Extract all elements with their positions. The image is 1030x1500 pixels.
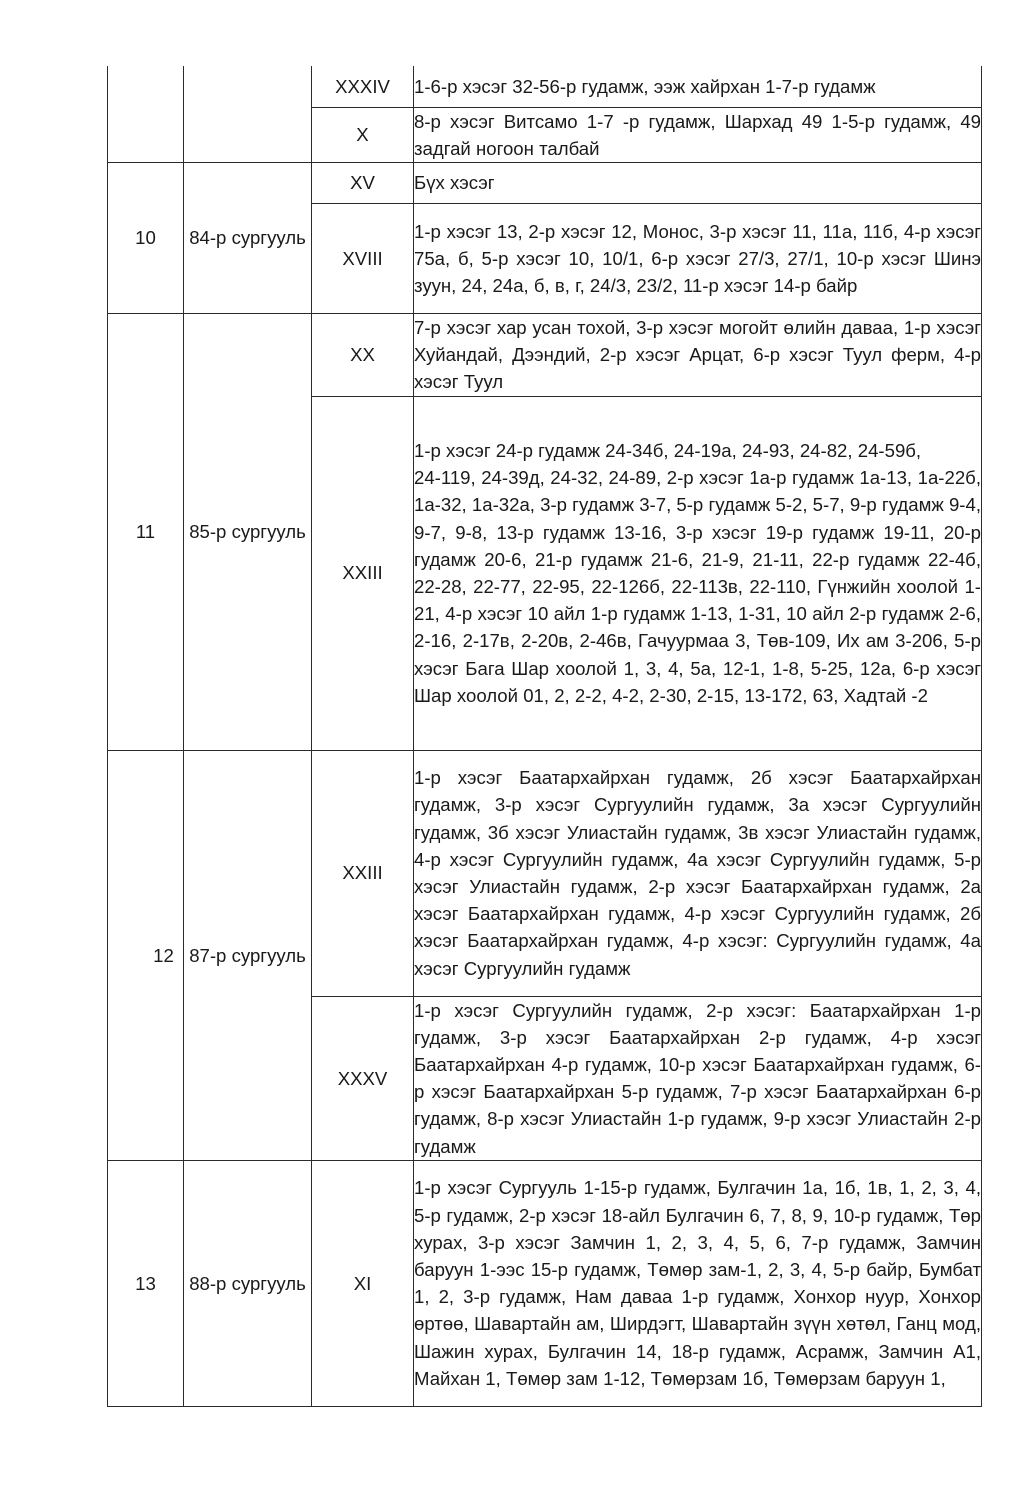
address-cell: 1-р хэсэг Сургуулийн гудамж, 2-р хэсэг: Баатархайрхан 1-р гудамж, 3-р хэсэг Баатархайрхан 2-р гудамж, 4-р хэсэг Баатархайрхан 4-р гудамж, 10-р хэсэг Баатархайрхан гудамж, 6-р хэсэг Баатархайрхан 5-р гудамж, 7-р хэсэг Баатархайрхан 6-р гудамж, 8-р хэсэг Улиастайн 1-р гудамж, 9-р хэсэг Улиастайн 2-р гудамж [414, 996, 982, 1160]
table-row [108, 162, 982, 203]
address-cell: 1-р хэсэг 13, 2-р хэсэг 12, Монос, 3-р хэсэг 11, 11а, 11б, 4-р хэсэг 75а, б, 5-р хэсэг 10, 10/1, 6-р хэсэг 27/3, 27/1, 10-р хэсэг Шинэ зуун, 24, 24а, б, в, г, 24/3, 23/2, 11-р хэсэг 14-р байр [414, 203, 982, 313]
address-cell: 1-р хэсэг 24-р гудамж 24-34б, 24-19а, 24-93, 24-82, 24-59б, 24-119, 24-39д, 24-32, 24-89, 2-р хэсэг 1а-р гудамж 1а-13, 1а-22б, 1а-32, 1а-32а, 3-р гудамж 3-7, 5-р гудамж 5-2, 5-7, 9-р гудамж 9-4, 9-7, 9-8, 13-р гудамж 13-16, 3-р хэсэг 19-р гудамж 19-11, 20-р гудамж 20-6, 21-р гудамж 21-6, 21-9, 21-11, 22-р гудамж 22-4б, 22-28, 22-77, 22-95, 22-126б, 22-113в, 22-110, Гүнжийн хоолой 1-21, 4-р хэсэг 10 айл 1-р гудамж 1-13, 1-31, 10 айл 2-р гудамж 2-6, 2-16, 2-17в, 2-20в, 2-46в, Гачуурмаа 3, Төв-109, Их ам 3-206, 5-р хэсэг Бага Шар хоолой 1, 3, 4, 5а, 12-1, 1-8, 5-25, 12а, 6-р хэсэг Шар хоолой 01, 2, 2-2, 4-2, 2-30, 2-15, 13-172, 63, Хадтай -2 [414, 396, 982, 750]
row-number-cell: 11 [108, 313, 184, 750]
district-cell: X [312, 107, 414, 162]
district-cell: XXXIV [312, 66, 414, 107]
table-row [108, 750, 982, 996]
school-cell: 85-р сургууль [184, 313, 312, 750]
school-cell: 87-р сургууль [184, 750, 312, 1160]
table-row [108, 66, 982, 107]
row-number-cell [108, 750, 184, 1160]
row-number: 12 [153, 944, 174, 966]
school-cell [184, 66, 312, 162]
district-cell: XVIII [312, 203, 414, 313]
district-cell: XXIII [312, 396, 414, 750]
row-number-cell: 13 [108, 1160, 184, 1406]
school-cell: 88-р сургууль [184, 1160, 312, 1406]
table-row [108, 1160, 982, 1406]
row-number-cell: 10 [108, 162, 184, 313]
district-cell: XXXV [312, 996, 414, 1160]
address-cell: 7-р хэсэг хар усан тохой, 3-р хэсэг могойт өлийн даваа, 1-р хэсэг Хуйандай, Дээндий, 2-р хэсэг Арцат, 6-р хэсэг Туул ферм, 4-р хэсэг Туул [414, 313, 982, 396]
address-cell: 1-р хэсэг Баатархайрхан гудамж, 2б хэсэг Баатархайрхан гудамж, 3-р хэсэг Сургуулийн гудамж, 3а хэсэг Сургуулийн гудамж, 3б хэсэг Улиастайн гудамж, 3в хэсэг Улиастайн гудамж, 4-р хэсэг Сургуулийн гудамж, 4а хэсэг Сургуулийн гудамж, 5-р хэсэг Улиастайн гудамж, 2-р хэсэг Баатархайрхан гудамж, 2а хэсэг Баатархайрхан гудамж, 4-р хэсэг Сургуулийн гудамж, 2б хэсэг Баатархайрхан гудамж, 4-р хэсэг: Сургуулийн гудамж, 4а хэсэг Сургуулийн гудамж [414, 750, 982, 996]
district-cell: XI [312, 1160, 414, 1406]
row-number-cell [108, 66, 184, 162]
district-cell: XX [312, 313, 414, 396]
table-row [108, 313, 982, 396]
address-cell: 8-р хэсэг Витсамо 1-7 -р гудамж, Шархад 49 1-5-р гудамж, 49 задгай ногоон талбай [414, 107, 982, 162]
school-cell: 84-р сургууль [184, 162, 312, 313]
address-cell: 1-р хэсэг Сургууль 1-15-р гудамж, Булгачин 1а, 1б, 1в, 1, 2, 3, 4, 5-р гудамж, 2-р хэсэг 18-айл Булгачин 6, 7, 8, 9, 10-р гудамж, Төр хурах, 3-р хэсэг Замчин 1, 2, 3, 4, 5, 6, 7-р гудамж, Замчин баруун 1-ээс 15-р гудамж, Төмөр зам-1, 2, 3, 4, 5-р байр, Бумбат 1, 2, 3-р гудамж, Нам даваа 1-р гудамж, Хонхор нуур, Хонхор өртөө, Шавартайн ам, Ширдэгт, Шавартайн зүүн хөтөл, Ганц мод, Шажин хурах, Булгачин 14, 18-р гудамж, Асрамж, Замчин А1, Майхан 1, Төмөр зам 1-12, Төмөрзам 1б, Төмөрзам баруун 1, [414, 1160, 982, 1406]
district-cell: XV [312, 162, 414, 203]
address-cell: 1-6-р хэсэг 32-56-р гудамж, ээж хайрхан 1-7-р гудамж [414, 66, 982, 107]
district-cell: XXIII [312, 750, 414, 996]
address-cell: Бүх хэсэг [414, 162, 982, 203]
district-school-table [107, 66, 982, 1407]
